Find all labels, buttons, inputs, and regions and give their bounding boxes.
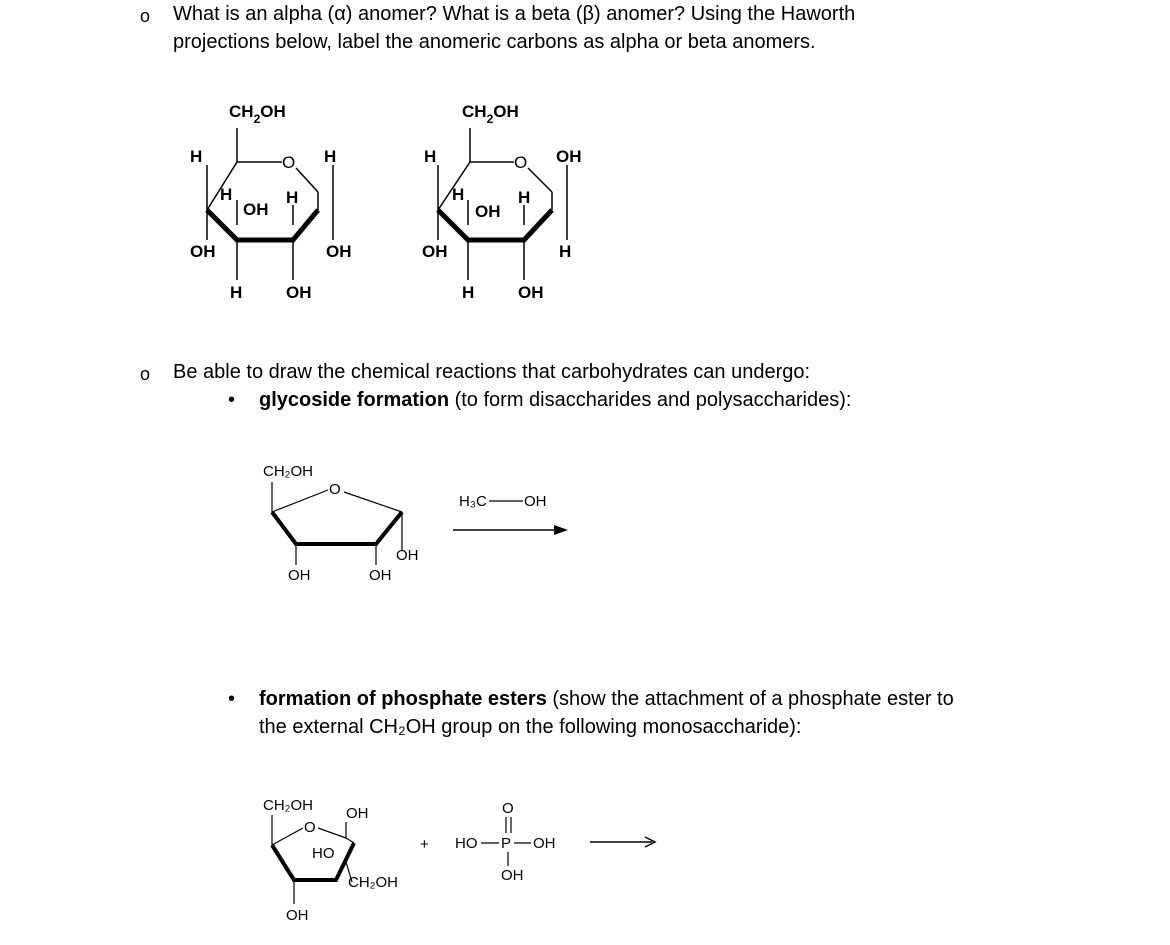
h-inner-right: H: [518, 188, 531, 207]
bullet-dot: •: [228, 389, 236, 411]
oh-bottom-label: OH: [501, 867, 524, 884]
oh-bottom-right: OH: [369, 567, 392, 584]
phosphate-item-line2: the external CH₂OH group on the following monosaccharide):: [259, 716, 802, 738]
oh-top-right: OH: [556, 147, 582, 166]
o-top-label: O: [502, 800, 514, 817]
ch2oh-label: $CH_2OH$: [229, 102, 286, 126]
h-top-right: H: [324, 147, 337, 166]
oh-left: OH: [422, 242, 448, 261]
oh-label: OH: [524, 493, 547, 510]
h-bottom: H: [230, 283, 243, 302]
bullet-circle: o: [140, 364, 151, 384]
ho-label: HO: [455, 835, 478, 852]
ch2oh-label: CH₂OH: [263, 463, 313, 480]
reaction-arrow-2: [590, 837, 655, 847]
oh-bottom-label: OH: [286, 907, 309, 924]
bullet-dot: •: [228, 688, 236, 710]
fructofuranose: [263, 797, 398, 924]
oh-top-label: OH: [346, 805, 369, 822]
ch2oh-label: $CH_2OH$: [462, 102, 519, 126]
ch2oh-right-label: CH₂OH: [348, 874, 398, 891]
h-top-left: H: [424, 147, 437, 166]
glycoside-rest: (to form disaccharides and polysaccharides):: [449, 389, 852, 411]
bullet-circle: o: [140, 6, 151, 26]
h-bottom: H: [462, 283, 475, 302]
phosphoric-acid: [455, 800, 556, 884]
oh-right: OH: [326, 242, 352, 261]
glycoside-bold: glycoside formation: [259, 389, 450, 411]
question-line-1: What is an alpha (α) anomer? What is a beta (β) anomer? Using the Haworth: [173, 3, 856, 25]
h-inner-left: H: [220, 185, 233, 204]
oh-right-label: OH: [533, 835, 556, 852]
section2-intro: Be able to draw the chemical reactions that carbohydrates can undergo:: [173, 361, 811, 383]
p-label: P: [501, 835, 512, 852]
h-inner-left: H: [452, 185, 465, 204]
oh-right: OH: [396, 547, 419, 564]
oh-bottom: OH: [518, 283, 544, 302]
ring-oxygen: O: [282, 153, 296, 172]
ho-label: HO: [312, 845, 335, 862]
plus-sign: +: [420, 836, 429, 853]
oh-inner: OH: [475, 202, 501, 221]
oh-bottom-left: OH: [288, 567, 311, 584]
phosphate-rest: (show the attachment of a phosphate ester to: [546, 688, 954, 710]
ch2oh-top-label: CH₂OH: [263, 797, 313, 814]
oh-inner: OH: [243, 200, 269, 219]
question-line-2: projections below, label the anomeric carbons as alpha or beta anomers.: [173, 31, 816, 53]
phosphate-bold: formation of phosphate esters: [259, 688, 547, 710]
h-top-left: H: [190, 147, 203, 166]
oh-bottom: OH: [286, 283, 312, 302]
h3c-label: H₃C: [459, 493, 487, 510]
oh-left: OH: [190, 242, 216, 261]
ring-oxygen: O: [514, 153, 528, 172]
ring-oxygen: O: [329, 481, 341, 498]
ring-oxygen: O: [304, 819, 316, 836]
h-right: H: [559, 242, 572, 261]
h-inner-right: H: [286, 188, 299, 207]
